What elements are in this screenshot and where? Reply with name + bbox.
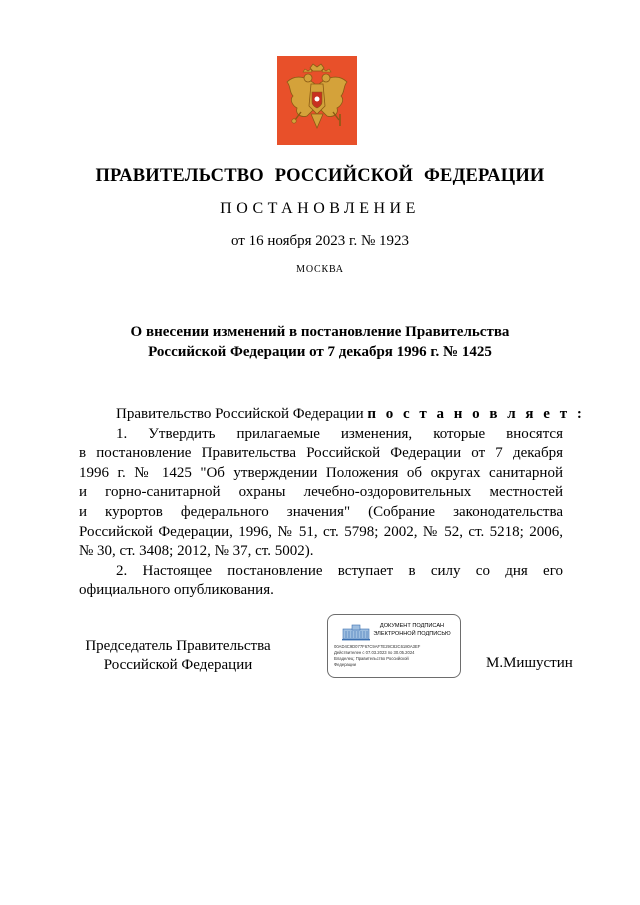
intro-text: Правительство Российской Федерации (116, 406, 368, 422)
document-body (79, 405, 585, 601)
stamp-validity: Действителен с 07.03.2023 по 30.05.2024 (334, 650, 415, 655)
stamp-owner-line-1: Владелец: Правительство Российской (334, 656, 409, 661)
doc-type: ПОСТАНОВЛЕНИЕ (220, 200, 420, 217)
signatory-position (78, 637, 278, 675)
p2-line-1: 2. Настоящее постановление вступает в силу со дня его (116, 562, 563, 579)
stamp-title (368, 622, 456, 638)
p1-line-1: 1. Утвердить прилагаемые изменения, которые вносятся (116, 425, 563, 442)
org-title: ПРАВИТЕЛЬСТВО РОССИЙСКОЙ ФЕДЕРАЦИИ (95, 166, 545, 186)
subject-line-1: О внесении изменений в постановление Правительства (130, 324, 510, 340)
doc-city: МОСКВА (296, 264, 344, 275)
stamp-title-line-2: ЭЛЕКТРОННОЙ ПОДПИСЬЮ (373, 631, 451, 637)
document-subject (80, 322, 560, 362)
intro-line (79, 405, 585, 425)
p1-line-2: в постановление Правительства Российской Федерации от 7 декабря (79, 445, 563, 462)
signatory-name: М.Мишустин (486, 655, 573, 671)
subject-line-2: Российской Федерации от 7 декабря 1996 г. № 1425 (148, 344, 492, 360)
p1-line-4: и горно-санитарной охраны лечебно-оздоровительных местностей (79, 484, 563, 501)
stamp-info (334, 644, 458, 668)
p1-line-5: и курортов федерального значения" (Собрание законодательства (79, 503, 563, 520)
position-line-2: Российской Федерации (103, 657, 253, 673)
p1-line-7: № 30, ст. 3408; 2012, № 37, ст. 5002). (79, 543, 314, 560)
p1-line-3: 1996 г. № 1425 "Об утверждении Положения об округах санитарной (79, 464, 563, 481)
p1-line-6: Российской Федерации, 1996, № 51, ст. 5798; 2002, № 52, ст. 5218; 2006, (79, 523, 563, 540)
intro-decree: п о с т а н о в л я е т : (367, 406, 585, 422)
position-line-1: Председатель Правительства (85, 638, 271, 654)
stamp-serial: 00AD4C9D077F67C9AF7E29C82C6180A3EF (334, 644, 421, 649)
building-icon (341, 623, 371, 641)
p2-line-2: официального опубликования. (79, 582, 274, 599)
stamp-owner-line-2: Федерации (334, 662, 356, 667)
coat-of-arms-icon (277, 56, 357, 145)
doc-date: от 16 ноября 2023 г. № 1923 (230, 233, 410, 249)
stamp-title-line-1: ДОКУМЕНТ ПОДПИСАН (379, 623, 445, 629)
electronic-signature-stamp (327, 614, 461, 678)
